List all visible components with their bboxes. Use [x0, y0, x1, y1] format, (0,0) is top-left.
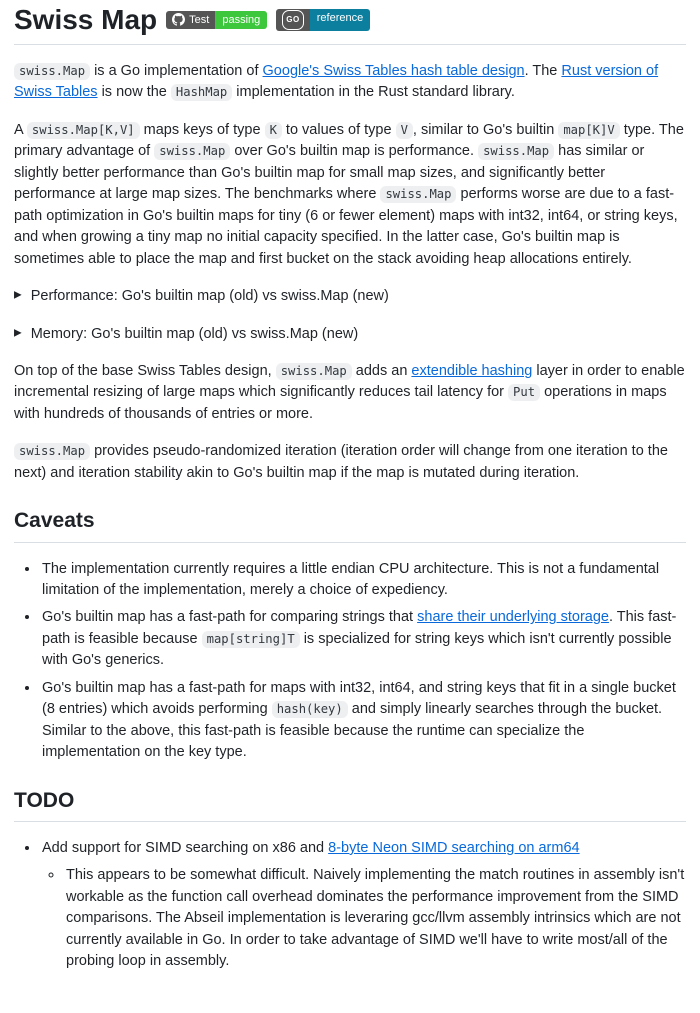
list-item: • The implementation currently requires a little endian CPU architecture. This is not a fundamental limitation of the implementation, merely a choice of expediency. — [40, 559, 686, 602]
performance-details — [14, 286, 686, 307]
text-link[interactable]: 8-byte Neon SIMD searching on arm64 — [328, 839, 580, 856]
go-reference-badge-status: reference — [310, 9, 370, 31]
list-item: • Go's builtin map has a fast-path for comparing strings that share their underlying storage. This fast-path is feasible because map[string]T is specialized for string keys which isn't currently possible with Go's generics. — [40, 607, 686, 671]
text-link[interactable]: share their underlying storage — [417, 609, 609, 626]
list-item — [40, 838, 686, 973]
memory-details — [14, 324, 686, 345]
inline-code: Put — [508, 384, 540, 401]
github-octocat-icon — [172, 13, 185, 26]
inline-code: swiss.Map[K,V] — [27, 122, 140, 139]
todo-item-text: Add support for SIMD searching on x86 and 8-byte Neon SIMD searching on arm64 — [42, 839, 580, 856]
extendible-hashing-paragraph: On top of the base Swiss Tables design, swiss.Map adds an extendible hashing layer in order to enable incremental resizing of large maps which significantly reduces tail latency for Put operations in maps with hundreds of thousands of entries or more. — [14, 362, 685, 422]
test-badge[interactable] — [166, 11, 267, 29]
test-badge-label: Test — [189, 13, 210, 26]
page-title: Swiss Map — [14, 4, 158, 35]
inline-code: swiss.Map — [276, 363, 352, 380]
memory-details-summary[interactable] — [14, 324, 686, 345]
text-link[interactable]: Rust version of Swiss Tables — [14, 63, 659, 101]
inline-code: map[string]T — [202, 631, 300, 648]
page-title-row — [14, 2, 686, 45]
inline-code: swiss.Map — [14, 63, 90, 80]
inline-code: K — [265, 122, 282, 139]
triangle-right-icon: ▶ — [14, 289, 22, 301]
go-logo-icon: GO — [282, 10, 303, 30]
inline-code: map[K]V — [558, 122, 619, 139]
go-reference-badge-left — [276, 9, 309, 31]
inline-code: HashMap — [171, 84, 232, 101]
memory-details-label: Memory: Go's builtin map (old) vs swiss.Map (new) — [30, 325, 359, 342]
caveats-list — [14, 559, 686, 764]
todo-sublist — [42, 865, 686, 972]
text-link[interactable]: extendible hashing — [411, 362, 533, 379]
iteration-paragraph: swiss.Map provides pseudo-randomized iteration (iteration order will change from one iteration to the next) and iteration stability akin to Go's builtin map if the map is mutated during iteration. — [14, 443, 668, 481]
list-item: ◦ This appears to be somewhat difficult. Naively implementing the match routines in assembly isn't workable as the function call overhead dominates the performance improvement from the SIMD comparisons. The Abseil implementation is leveraring gcc/llvm assembly intrinsics which are not currently available in Go. In order to take advantage of SIMD we'll have to write most/all of the probing loop in assembly. — [64, 865, 686, 972]
triangle-right-icon: ▶ — [14, 327, 22, 339]
caveats-heading: Caveats — [14, 508, 686, 542]
performance-details-summary[interactable] — [14, 286, 686, 307]
intro-paragraph-1: swiss.Map is a Go implementation of Google's Swiss Tables hash table design. The Rust version of Swiss Tables is now the HashMap implementation in the Rust standard library. — [14, 63, 659, 101]
intro-paragraph-2: A swiss.Map[K,V] maps keys of type K to values of type V , similar to Go's builtin map[K]V type. The primary advantage of swiss.Map over Go's builtin map is performance. swiss.Map has similar or slightly better performance than Go's builtin map for small map sizes, and significantly better performance at large map sizes. The benchmarks where swiss.Map performs worse are due to a fast-path optimization in Go's builtin maps for tiny (6 or fewer element) maps with int32, int64, or string keys, and when growing a tiny map no initial capacity specified. In the latter case, Go's builtin map is sometimes able to place the map and first bucket on the stack avoiding heap allocations entirely. — [14, 121, 684, 267]
inline-code: swiss.Map — [14, 443, 90, 460]
inline-code: hash(key) — [272, 701, 348, 718]
inline-code: swiss.Map — [154, 143, 230, 160]
todo-heading: TODO — [14, 788, 686, 822]
performance-details-label: Performance: Go's builtin map (old) vs swiss.Map (new) — [30, 288, 389, 305]
test-badge-status: passing — [215, 11, 267, 29]
list-item: • Go's builtin map has a fast-path for maps with int32, int64, and string keys that fit in a single bucket (8 entries) which avoids performing hash(key) and simply linearly searches through the bucket. Similar to the above, this fast-path is feasible because the runtime can specialize the implementation on the key type. — [40, 678, 686, 764]
inline-code: V — [396, 122, 413, 139]
text-link[interactable]: Google's Swiss Tables hash table design — [262, 63, 525, 79]
test-badge-left — [166, 11, 215, 29]
inline-code: swiss.Map — [478, 143, 554, 160]
todo-list — [14, 838, 686, 973]
inline-code: swiss.Map — [380, 186, 456, 203]
go-reference-badge[interactable] — [276, 9, 370, 31]
